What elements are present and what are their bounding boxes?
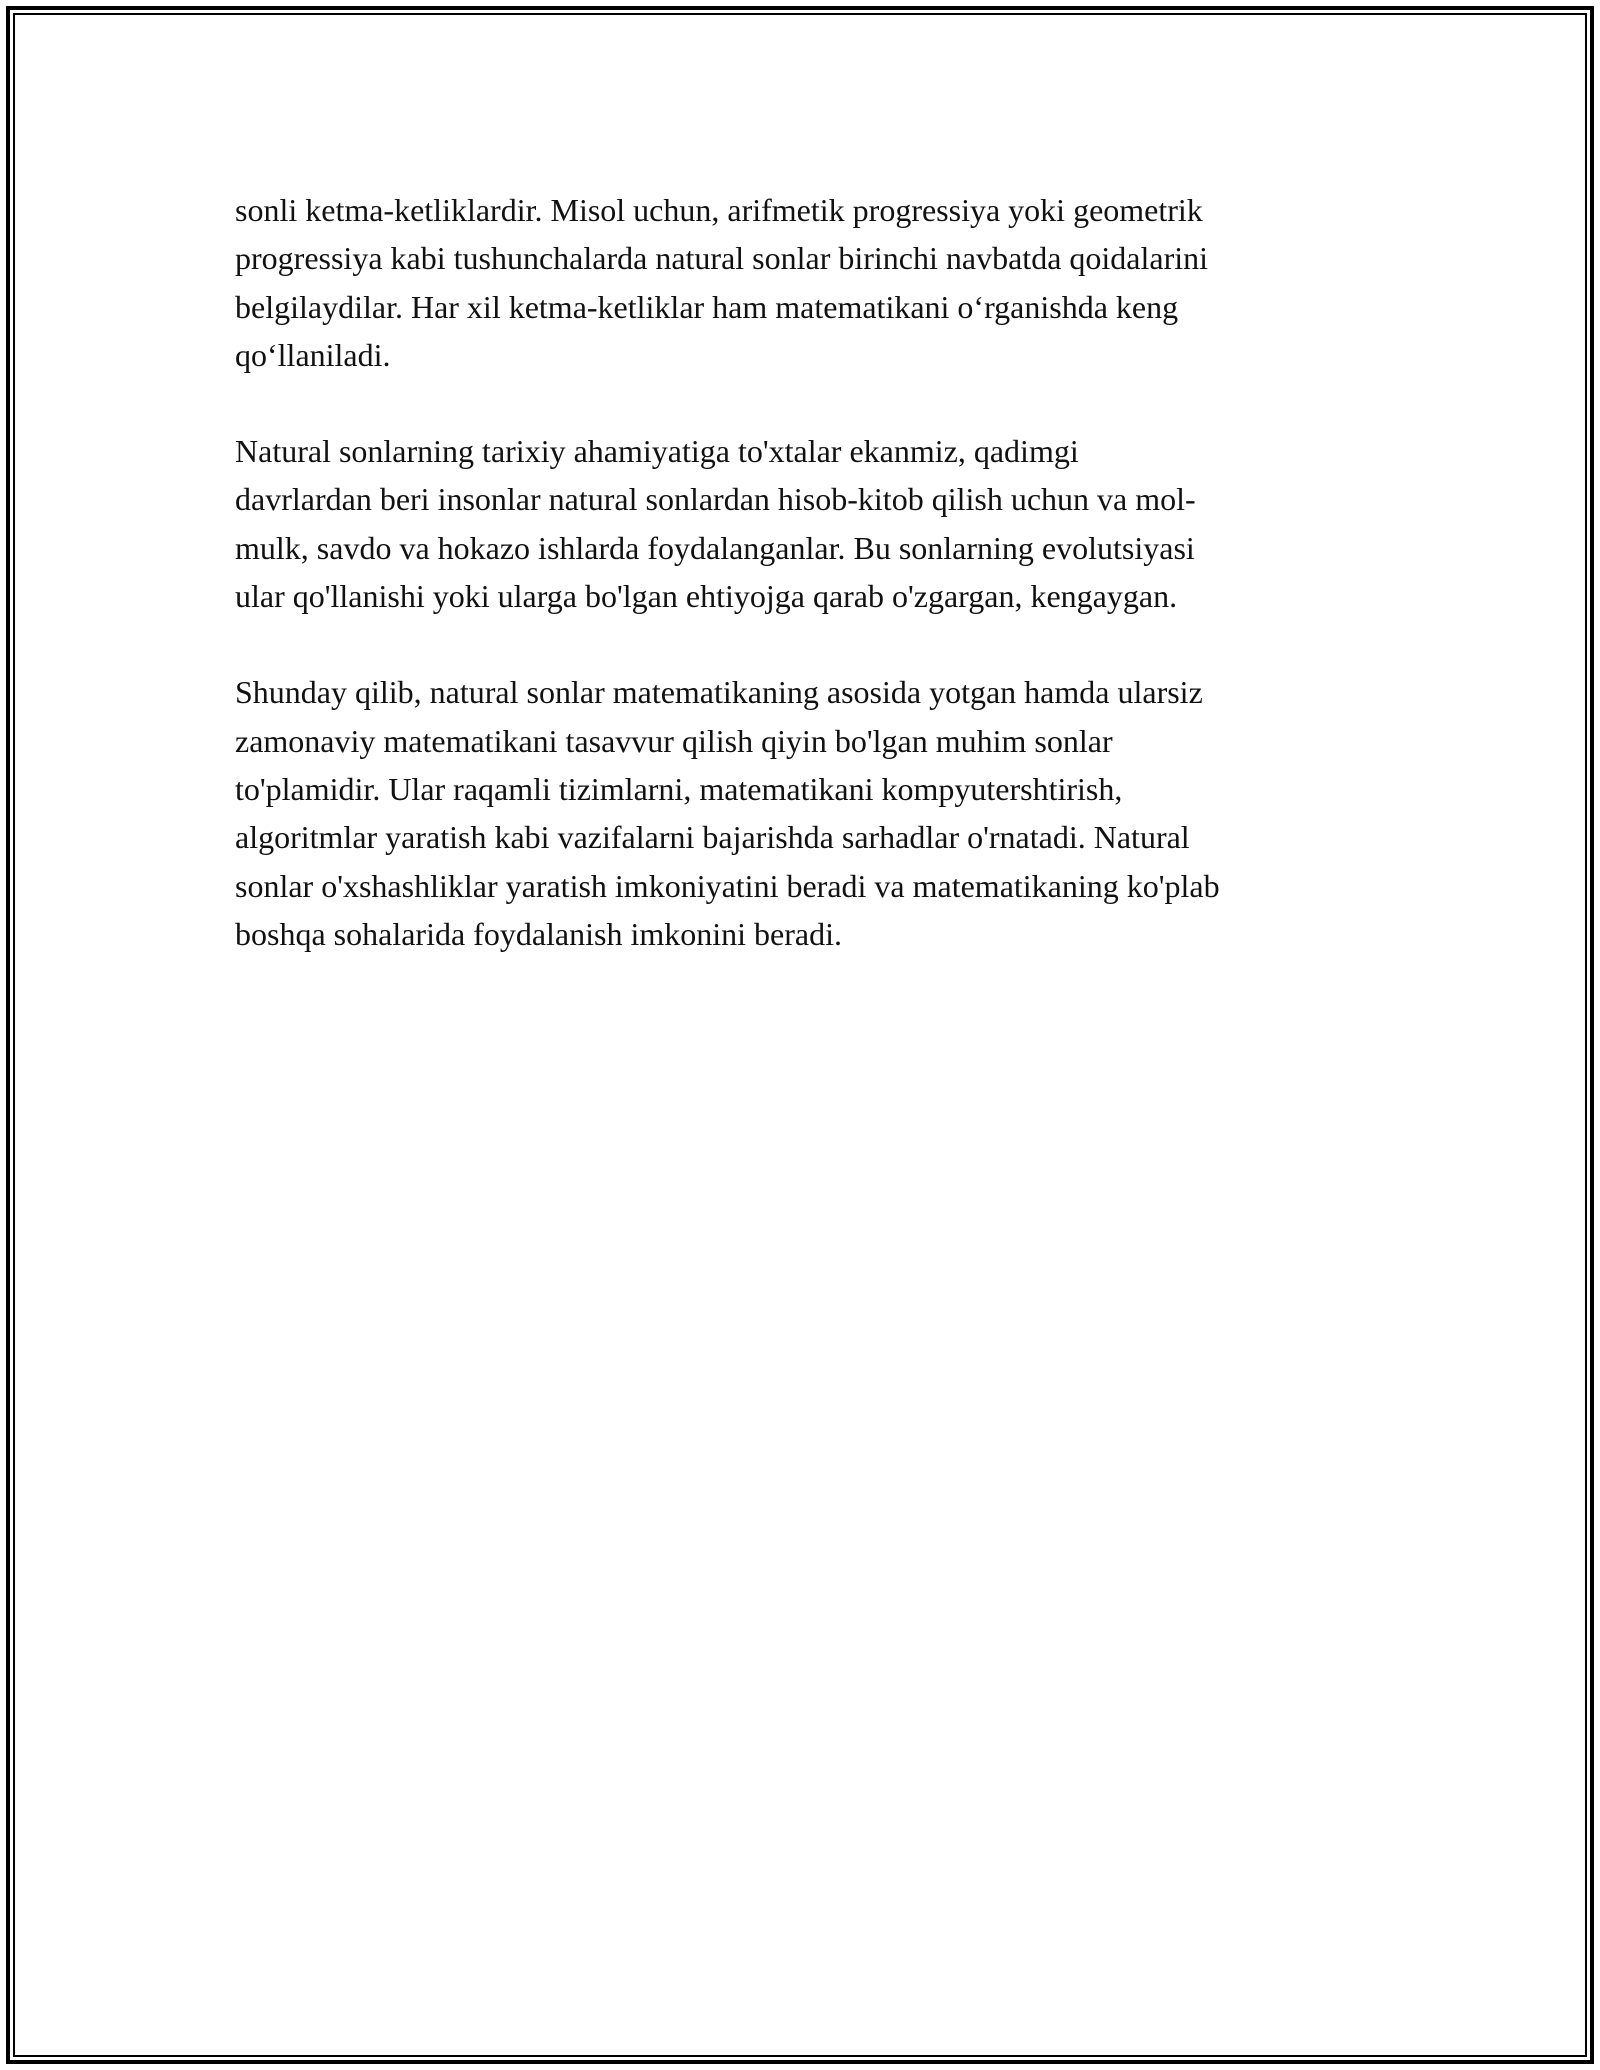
text-line: davrlardan beri insonlar natural sonlardan hisob-kitob qilish uchun va mol-	[235, 481, 1196, 518]
text-line: to'plamidir. Ular raqamli tizimlarni, matematikani kompyutershtirish,	[235, 770, 1123, 807]
paragraph-2	[235, 427, 1365, 620]
text-line: ular qo'llanishi yoki ularga bo'lgan ehtiyojga qarab o'zgargan, kengaygan.	[235, 578, 1178, 615]
text-line: Natural sonlarning tarixiy ahamiyatiga to'xtalar ekanmiz, qadimgi	[235, 433, 1079, 470]
text-line: sonli ketma-ketliklardir. Misol uchun, arifmetik progressiya yoki geometrik	[235, 192, 1203, 228]
text-line: belgilaydilar. Har xil ketma-ketliklar ham matematikani o‘rganishda keng	[235, 288, 1179, 325]
text-line: Shunday qilib, natural sonlar matematikaning asosida yotgan hamda ularsiz	[235, 674, 1203, 711]
text-line: progressiya kabi tushunchalarda natural sonlar birinchi navbatda qoidalarini	[235, 240, 1209, 277]
paragraph-3	[235, 668, 1365, 958]
text-line: mulk, savdo va hokazo ishlarda foydalanganlar. Bu sonlarning evolutsiyasi	[235, 529, 1195, 566]
text-line: boshqa sohalarida foydalanish imkonini beradi.	[235, 915, 842, 952]
paragraph-1	[235, 186, 1365, 379]
text-line: qo‘llaniladi.	[235, 336, 391, 373]
text-line: algoritmlar yaratish kabi vazifalarni bajarishda sarhadlar o'rnatadi. Natural	[235, 819, 1190, 856]
document-body	[235, 186, 1365, 1006]
text-line: zamonaviy matematikani tasavvur qilish qiyin bo'lgan muhim sonlar	[235, 722, 1113, 759]
text-line: sonlar o'xshashliklar yaratish imkoniyatini beradi va matematikaning ko'plab	[235, 867, 1220, 904]
